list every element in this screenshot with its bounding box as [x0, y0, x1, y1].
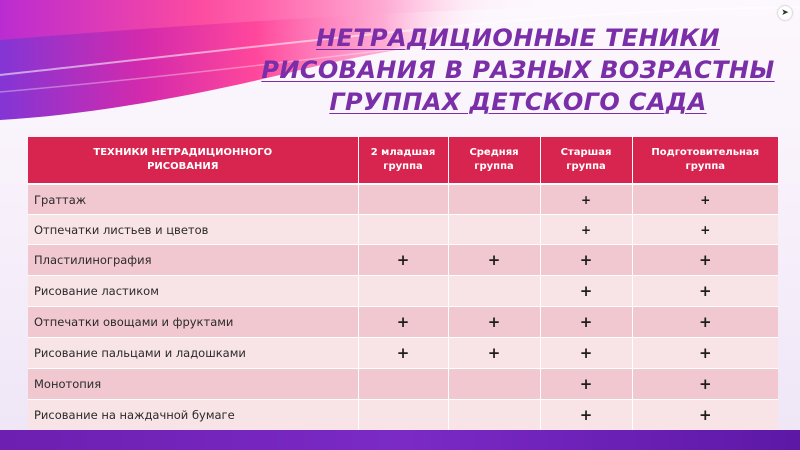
header-senior-group: Старшая группа — [540, 137, 632, 184]
header-technique: ТЕХНИКИ НЕТРАДИЦИОННОГО РИСОВАНИЯ — [28, 137, 358, 184]
title-line-1: НЕТРАДИЦИОННЫЕ ТЕНИКИ — [315, 24, 721, 52]
cell-senior: + — [540, 184, 632, 215]
table-row — [28, 369, 778, 400]
cell-junior2 — [358, 215, 448, 245]
table-row — [28, 307, 778, 338]
cell-prep: + — [632, 307, 778, 338]
cell-senior: + — [540, 276, 632, 307]
cell-middle: + — [448, 245, 540, 276]
cell-junior2 — [358, 369, 448, 400]
technique-label: Граттаж — [28, 184, 358, 215]
cell-middle — [448, 369, 540, 400]
technique-label: Отпечатки листьев и цветов — [28, 215, 358, 245]
cell-senior: + — [540, 400, 632, 431]
title-line-2: РИСОВАНИЯ В РАЗНЫХ ВОЗРАСТНЫ — [261, 56, 775, 84]
cell-senior: + — [540, 307, 632, 338]
table-row — [28, 215, 778, 245]
header-middle-group: Средняя группа — [448, 137, 540, 184]
cell-junior2: + — [358, 245, 448, 276]
next-slide-arrow-icon[interactable]: ➤ — [778, 6, 792, 20]
title-line-3: ГРУППАХ ДЕТСКОГО САДА — [329, 88, 707, 116]
cell-middle: + — [448, 338, 540, 369]
technique-label: Пластилинография — [28, 245, 358, 276]
table-header-row — [28, 137, 778, 184]
slide-title — [258, 22, 778, 118]
table-row — [28, 245, 778, 276]
technique-label: Рисование на наждачной бумаге — [28, 400, 358, 431]
cell-prep: + — [632, 245, 778, 276]
cell-prep: + — [632, 369, 778, 400]
technique-label: Рисование ластиком — [28, 276, 358, 307]
cell-prep: + — [632, 215, 778, 245]
cell-prep: + — [632, 338, 778, 369]
techniques-table-container — [28, 137, 778, 431]
cell-junior2: + — [358, 338, 448, 369]
technique-label: Отпечатки овощами и фруктами — [28, 307, 358, 338]
techniques-table — [28, 137, 778, 431]
cell-middle — [448, 400, 540, 431]
cell-junior2 — [358, 400, 448, 431]
cell-junior2 — [358, 276, 448, 307]
cell-prep: + — [632, 400, 778, 431]
cell-junior2: + — [358, 307, 448, 338]
cell-middle — [448, 276, 540, 307]
table-row — [28, 338, 778, 369]
cell-senior: + — [540, 338, 632, 369]
table-row — [28, 400, 778, 431]
cell-senior: + — [540, 369, 632, 400]
cell-senior: + — [540, 215, 632, 245]
cell-senior: + — [540, 245, 632, 276]
header-prep-group: Подготовительная группа — [632, 137, 778, 184]
technique-label: Рисование пальцами и ладошками — [28, 338, 358, 369]
table-row — [28, 184, 778, 215]
cell-middle — [448, 215, 540, 245]
header-junior2-group: 2 младшая группа — [358, 137, 448, 184]
cell-middle: + — [448, 307, 540, 338]
bottom-decorative-bar — [0, 430, 800, 450]
cell-prep: + — [632, 276, 778, 307]
cell-middle — [448, 184, 540, 215]
cell-prep: + — [632, 184, 778, 215]
table-row — [28, 276, 778, 307]
technique-label: Монотопия — [28, 369, 358, 400]
cell-junior2 — [358, 184, 448, 215]
